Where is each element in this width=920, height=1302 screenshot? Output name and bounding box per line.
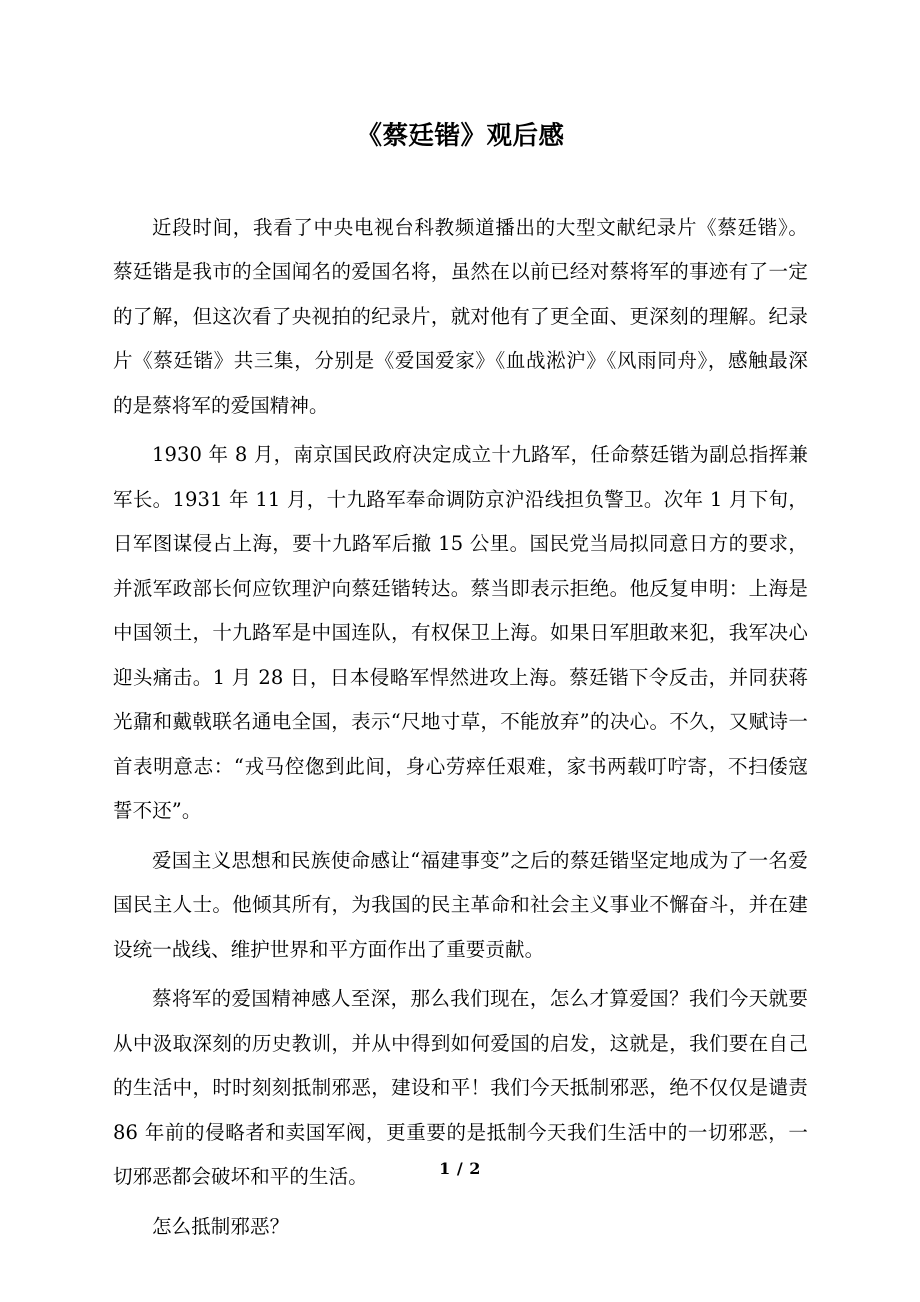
page-title: 《蔡廷锴》观后感 bbox=[356, 121, 565, 151]
paragraph-3: 爱国主义思想和民族使命感让“福建事变”之后的蔡廷锴坚定地成为了一名爱国民主人士。他倾其所有，为我国的民主革命和社会主义事业不懈奋斗，并在建设统一战线、维护世界和平方面作出了重要贡献。 bbox=[113, 848, 808, 961]
paragraph-5: 怎么抵制邪恶？ bbox=[152, 1214, 290, 1238]
page-number-footer: 1 / 2 bbox=[439, 1159, 481, 1178]
paragraph-1: 近段时间，我看了中央电视台科教频道播出的大型文献纪录片《蔡廷锴》。蔡廷锴是我市的全国闻名的爱国名将，虽然在以前已经对蔡将军的事迹有了一定的了解，但这次看了央视拍的纪录片，就对他有了更全面、更深刻的理解。纪录片《蔡廷锴》共三集，分别是《爱国爱家》《血战淞沪》《风雨同舟》，感触最深的是蔡将军的爱国精神。 bbox=[113, 215, 808, 417]
document-body bbox=[113, 0, 808, 1249]
paragraph-2: 1930 年 8 月，南京国民政府决定成立十九路军，任命蔡廷锴为副总指挥兼军长。1931 年 11 月，十九路军奉命调防京沪沿线担负警卫。次年 1 月下旬，日军图谋侵占上海，要十九路军后撤 15 公里。国民党当局拟同意日方的要求，并派军政部长何应钦理沪向蔡廷锴转达。蔡当即表示拒绝。他反复申明：上海是中国领土，十九路军是中国连队，有权保卫上海。如果日军胆敢来犯，我军决心迎头痛击。1 月 28 日，日本侵略军悍然进攻上海。蔡廷锴下令反击，并同获蒋光鼐和戴戟联名通电全国，表示“尺地寸草，不能放弃”的决心。不久，又赋诗一首表明意志：“戎马倥偬到此间，身心劳瘁任艰难，家书两载叮咛寄，不扫倭寇誓不还”。 bbox=[113, 443, 808, 822]
document-content bbox=[113, 206, 808, 1250]
paragraph-4: 蔡将军的爱国精神感人至深，那么我们现在，怎么才算爱国？我们今天就要从中汲取深刻的历史教训，并从中得到如何爱国的启发，这就是，我们要在自己的生活中，时时刻刻抵制邪恶，建设和平！我们今天抵制邪恶，绝不仅仅是谴责 86 年前的侵略者和卖国军阀，更重要的是抵制今天我们生活中的一切邪恶，一切邪恶都会破坏和平的生活。 bbox=[113, 987, 808, 1188]
